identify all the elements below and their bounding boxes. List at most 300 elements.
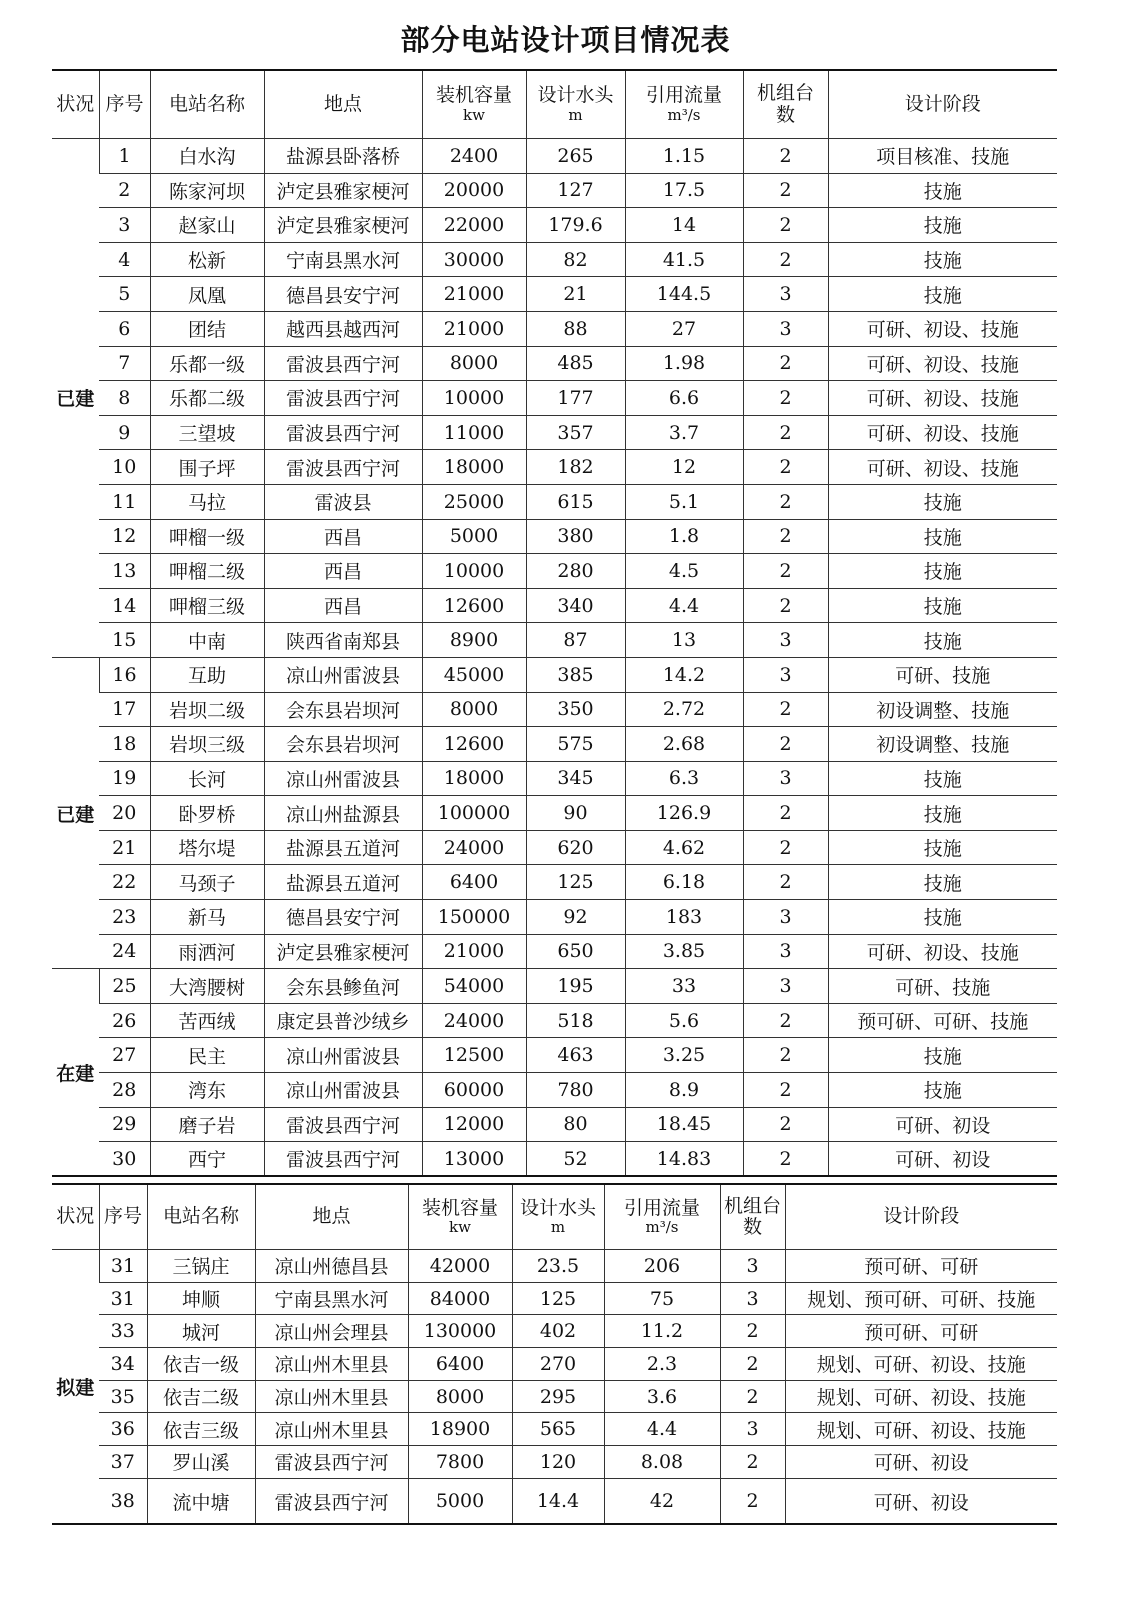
cell-flow: 6.18: [625, 865, 743, 900]
cell-location: 盐源县五道河: [264, 865, 422, 900]
header-capacity: 装机容量 kw: [408, 1184, 512, 1250]
project-table-planned: [52, 1183, 1057, 1525]
cell-station-name: 长河: [150, 761, 264, 796]
table-row: [52, 242, 1057, 277]
table-row: [52, 381, 1057, 416]
cell-station-name: 塔尔堤: [150, 830, 264, 865]
cell-design-head: 350: [526, 692, 625, 727]
cell-station-name: 依吉一级: [147, 1348, 255, 1381]
cell-capacity: 42000: [408, 1250, 512, 1283]
cell-index: 4: [99, 242, 150, 277]
cell-flow: 3.6: [604, 1380, 720, 1413]
cell-location: 盐源县卧落桥: [264, 139, 422, 174]
table-row: [52, 1315, 1057, 1348]
cell-index: 13: [99, 554, 150, 589]
cell-capacity: 100000: [422, 796, 526, 831]
cell-design-head: 270: [512, 1348, 604, 1381]
table-row: [52, 277, 1057, 312]
header-index: 序号: [99, 1184, 147, 1250]
table-row: [52, 623, 1057, 658]
cell-design-head: 127: [526, 173, 625, 208]
cell-flow: 3.25: [625, 1038, 743, 1073]
header-head: 设计水头 m: [512, 1184, 604, 1250]
cell-units: 2: [743, 415, 828, 450]
header-units: 机组台 数: [743, 70, 828, 139]
cell-design-head: 182: [526, 450, 625, 485]
cell-location: 泸定县雅家梗河: [264, 934, 422, 969]
cell-capacity: 24000: [422, 830, 526, 865]
cell-design-stage: 技施: [828, 242, 1057, 277]
cell-design-stage: 可研、技施: [828, 657, 1057, 692]
cell-design-stage: 技施: [828, 554, 1057, 589]
cell-design-head: 463: [526, 1038, 625, 1073]
cell-index: 36: [99, 1413, 147, 1446]
table-row: [52, 796, 1057, 831]
cell-design-stage: 规划、可研、初设、技施: [785, 1380, 1057, 1413]
cell-units: 3: [743, 969, 828, 1004]
cell-design-stage: 技施: [828, 900, 1057, 935]
cell-capacity: 54000: [422, 969, 526, 1004]
cell-station-name: 三锅庄: [147, 1250, 255, 1283]
cell-capacity: 18900: [408, 1413, 512, 1446]
cell-flow: 75: [604, 1282, 720, 1315]
cell-index: 14: [99, 588, 150, 623]
cell-station-name: 中南: [150, 623, 264, 658]
cell-units: 2: [743, 242, 828, 277]
cell-location: 凉山州盐源县: [264, 796, 422, 831]
table-row: [52, 450, 1057, 485]
cell-location: 西昌: [264, 554, 422, 589]
table-row: [52, 969, 1057, 1004]
cell-index: 33: [99, 1315, 147, 1348]
cell-location: 凉山州会理县: [255, 1315, 408, 1348]
cell-units: 3: [743, 900, 828, 935]
cell-units: 3: [720, 1413, 785, 1446]
cell-design-stage: 可研、初设、技施: [828, 415, 1057, 450]
cell-flow: 2.68: [625, 727, 743, 762]
cell-flow: 1.15: [625, 139, 743, 174]
cell-index: 17: [99, 692, 150, 727]
cell-units: 2: [743, 692, 828, 727]
table-row: [52, 588, 1057, 623]
cell-station-name: 卧罗桥: [150, 796, 264, 831]
cell-flow: 42: [604, 1478, 720, 1524]
cell-design-stage: 规划、可研、初设、技施: [785, 1413, 1057, 1446]
cell-location: 康定县普沙绒乡: [264, 1003, 422, 1038]
cell-flow: 18.45: [625, 1107, 743, 1142]
cell-capacity: 12600: [422, 588, 526, 623]
cell-flow: 8.08: [604, 1446, 720, 1479]
cell-flow: 206: [604, 1250, 720, 1283]
table-row: [52, 1478, 1057, 1524]
cell-design-head: 179.6: [526, 208, 625, 243]
cell-capacity: 8000: [408, 1380, 512, 1413]
table-row: [52, 1073, 1057, 1108]
cell-units: 2: [743, 1142, 828, 1177]
cell-index: 19: [99, 761, 150, 796]
cell-index: 30: [99, 1142, 150, 1177]
cell-units: 2: [743, 830, 828, 865]
cell-units: 2: [743, 208, 828, 243]
table-row: [52, 415, 1057, 450]
cell-units: 2: [743, 588, 828, 623]
cell-index: 20: [99, 796, 150, 831]
table-row: [52, 1142, 1057, 1177]
cell-station-name: 罗山溪: [147, 1446, 255, 1479]
cell-capacity: 8900: [422, 623, 526, 658]
cell-index: 7: [99, 346, 150, 381]
cell-flow: 6.3: [625, 761, 743, 796]
cell-location: 越西县越西河: [264, 311, 422, 346]
status-cell: 拟建: [52, 1250, 99, 1525]
cell-design-stage: 可研、初设、技施: [828, 311, 1057, 346]
header-status: 状况: [52, 1184, 99, 1250]
status-cell: 已建: [52, 139, 99, 658]
cell-design-head: 92: [526, 900, 625, 935]
cell-capacity: 60000: [422, 1073, 526, 1108]
cell-design-head: 90: [526, 796, 625, 831]
cell-location: 凉山州木里县: [255, 1380, 408, 1413]
cell-station-name: 三望坡: [150, 415, 264, 450]
cell-design-stage: 技施: [828, 830, 1057, 865]
cell-index: 5: [99, 277, 150, 312]
cell-design-stage: 可研、初设、技施: [828, 934, 1057, 969]
cell-design-stage: 可研、初设、技施: [828, 450, 1057, 485]
cell-flow: 4.5: [625, 554, 743, 589]
cell-design-head: 357: [526, 415, 625, 450]
cell-station-name: 白水沟: [150, 139, 264, 174]
cell-station-name: 马颈子: [150, 865, 264, 900]
cell-units: 3: [743, 311, 828, 346]
cell-design-head: 88: [526, 311, 625, 346]
cell-design-head: 565: [512, 1413, 604, 1446]
cell-design-stage: 技施: [828, 1073, 1057, 1108]
cell-capacity: 12000: [422, 1107, 526, 1142]
cell-capacity: 24000: [422, 1003, 526, 1038]
cell-station-name: 呷榴一级: [150, 519, 264, 554]
table-row: [52, 173, 1057, 208]
cell-station-name: 依吉三级: [147, 1413, 255, 1446]
header-status: 状况: [52, 70, 99, 139]
cell-location: 凉山州木里县: [255, 1348, 408, 1381]
table-row: [52, 1380, 1057, 1413]
cell-station-name: 团结: [150, 311, 264, 346]
cell-design-stage: 可研、初设、技施: [828, 381, 1057, 416]
cell-station-name: 岩坝三级: [150, 727, 264, 762]
cell-index: 27: [99, 1038, 150, 1073]
cell-capacity: 10000: [422, 554, 526, 589]
cell-capacity: 10000: [422, 381, 526, 416]
cell-units: 2: [720, 1446, 785, 1479]
cell-location: 雷波县西宁河: [264, 346, 422, 381]
cell-design-head: 402: [512, 1315, 604, 1348]
cell-location: 雷波县西宁河: [264, 415, 422, 450]
cell-design-head: 615: [526, 484, 625, 519]
cell-design-head: 195: [526, 969, 625, 1004]
cell-units: 3: [743, 761, 828, 796]
cell-units: 2: [743, 484, 828, 519]
cell-units: 3: [743, 623, 828, 658]
cell-location: 凉山州雷波县: [264, 1073, 422, 1108]
cell-location: 泸定县雅家梗河: [264, 173, 422, 208]
cell-station-name: 岩坝二级: [150, 692, 264, 727]
cell-units: 3: [743, 934, 828, 969]
table-row: [52, 519, 1057, 554]
cell-design-stage: 预可研、可研、技施: [828, 1003, 1057, 1038]
cell-flow: 11.2: [604, 1315, 720, 1348]
cell-design-head: 345: [526, 761, 625, 796]
cell-design-stage: 可研、初设: [785, 1446, 1057, 1479]
cell-capacity: 21000: [422, 934, 526, 969]
cell-design-stage: 初设调整、技施: [828, 727, 1057, 762]
cell-design-stage: 技施: [828, 865, 1057, 900]
cell-station-name: 乐都一级: [150, 346, 264, 381]
cell-design-head: 620: [526, 830, 625, 865]
cell-location: 盐源县五道河: [264, 830, 422, 865]
cell-flow: 3.85: [625, 934, 743, 969]
table-row: [52, 761, 1057, 796]
table-row: [52, 346, 1057, 381]
cell-index: 15: [99, 623, 150, 658]
cell-station-name: 苦西绒: [150, 1003, 264, 1038]
cell-design-head: 21: [526, 277, 625, 312]
table-header-row: [52, 70, 1057, 139]
cell-units: 2: [720, 1478, 785, 1524]
table-row: [52, 1107, 1057, 1142]
cell-design-head: 125: [512, 1282, 604, 1315]
cell-units: 2: [743, 450, 828, 485]
cell-units: 2: [743, 519, 828, 554]
cell-flow: 5.6: [625, 1003, 743, 1038]
cell-station-name: 坤顺: [147, 1282, 255, 1315]
table-row: [52, 311, 1057, 346]
cell-capacity: 45000: [422, 657, 526, 692]
header-units: 机组台 数: [720, 1184, 785, 1250]
table-row: [52, 865, 1057, 900]
table-header-row: [52, 1184, 1057, 1250]
header-name: 电站名称: [150, 70, 264, 139]
cell-index: 25: [99, 969, 150, 1004]
cell-location: 凉山州雷波县: [264, 1038, 422, 1073]
cell-index: 12: [99, 519, 150, 554]
cell-station-name: 新马: [150, 900, 264, 935]
cell-units: 2: [743, 1003, 828, 1038]
cell-station-name: 呷榴二级: [150, 554, 264, 589]
cell-design-head: 23.5: [512, 1250, 604, 1283]
cell-station-name: 陈家河坝: [150, 173, 264, 208]
cell-design-head: 80: [526, 1107, 625, 1142]
cell-index: 18: [99, 727, 150, 762]
cell-design-stage: 规划、可研、初设、技施: [785, 1348, 1057, 1381]
cell-index: 8: [99, 381, 150, 416]
cell-flow: 8.9: [625, 1073, 743, 1108]
table-row: [52, 934, 1057, 969]
cell-index: 16: [99, 657, 150, 692]
cell-design-head: 385: [526, 657, 625, 692]
cell-capacity: 8000: [422, 692, 526, 727]
table-row: [52, 139, 1057, 174]
cell-flow: 4.4: [604, 1413, 720, 1446]
cell-location: 雷波县西宁河: [264, 1107, 422, 1142]
cell-design-stage: 预可研、可研: [785, 1250, 1057, 1283]
cell-location: 凉山州雷波县: [264, 657, 422, 692]
cell-units: 2: [743, 796, 828, 831]
cell-station-name: 乐都二级: [150, 381, 264, 416]
cell-design-head: 340: [526, 588, 625, 623]
table-row: [52, 692, 1057, 727]
cell-location: 雷波县西宁河: [264, 450, 422, 485]
header-capacity: 装机容量 kw: [422, 70, 526, 139]
cell-location: 会东县鲹鱼河: [264, 969, 422, 1004]
cell-index: 31: [99, 1282, 147, 1315]
table-row: [52, 554, 1057, 589]
cell-design-stage: 初设调整、技施: [828, 692, 1057, 727]
cell-location: 会东县岩坝河: [264, 692, 422, 727]
cell-station-name: 磨子岩: [150, 1107, 264, 1142]
cell-capacity: 8000: [422, 346, 526, 381]
cell-units: 2: [743, 1107, 828, 1142]
header-flow: 引用流量 m³/s: [604, 1184, 720, 1250]
cell-units: 2: [743, 865, 828, 900]
cell-location: 西昌: [264, 519, 422, 554]
table-row: [52, 1446, 1057, 1479]
cell-flow: 27: [625, 311, 743, 346]
cell-flow: 126.9: [625, 796, 743, 831]
cell-location: 西昌: [264, 588, 422, 623]
cell-flow: 4.4: [625, 588, 743, 623]
cell-flow: 3.7: [625, 415, 743, 450]
cell-design-head: 650: [526, 934, 625, 969]
cell-index: 38: [99, 1478, 147, 1524]
cell-index: 29: [99, 1107, 150, 1142]
header-name: 电站名称: [147, 1184, 255, 1250]
cell-design-head: 485: [526, 346, 625, 381]
cell-units: 2: [743, 139, 828, 174]
table-row: [52, 484, 1057, 519]
cell-location: 会东县岩坝河: [264, 727, 422, 762]
cell-design-head: 120: [512, 1446, 604, 1479]
table-row: [52, 830, 1057, 865]
cell-location: 泸定县雅家梗河: [264, 208, 422, 243]
cell-flow: 41.5: [625, 242, 743, 277]
cell-design-stage: 技施: [828, 173, 1057, 208]
cell-station-name: 呷榴三级: [150, 588, 264, 623]
cell-units: 2: [743, 727, 828, 762]
cell-station-name: 流中塘: [147, 1478, 255, 1524]
header-stage: 设计阶段: [828, 70, 1057, 139]
cell-station-name: 民主: [150, 1038, 264, 1073]
cell-capacity: 150000: [422, 900, 526, 935]
cell-flow: 4.62: [625, 830, 743, 865]
cell-station-name: 城河: [147, 1315, 255, 1348]
cell-flow: 14.2: [625, 657, 743, 692]
cell-design-stage: 技施: [828, 761, 1057, 796]
cell-units: 2: [720, 1315, 785, 1348]
cell-index: 9: [99, 415, 150, 450]
cell-units: 2: [720, 1348, 785, 1381]
cell-location: 宁南县黑水河: [264, 242, 422, 277]
cell-design-stage: 技施: [828, 484, 1057, 519]
cell-design-head: 518: [526, 1003, 625, 1038]
cell-location: 雷波县西宁河: [255, 1446, 408, 1479]
cell-units: 2: [743, 346, 828, 381]
cell-capacity: 21000: [422, 311, 526, 346]
cell-location: 凉山州木里县: [255, 1413, 408, 1446]
cell-index: 6: [99, 311, 150, 346]
cell-flow: 14.83: [625, 1142, 743, 1177]
table-row: [52, 1348, 1057, 1381]
table-row: [52, 1038, 1057, 1073]
cell-station-name: 雨洒河: [150, 934, 264, 969]
cell-design-head: 82: [526, 242, 625, 277]
cell-units: 3: [720, 1282, 785, 1315]
table-row: [52, 1282, 1057, 1315]
cell-design-head: 295: [512, 1380, 604, 1413]
status-cell: 已建: [52, 657, 99, 968]
cell-flow: 12: [625, 450, 743, 485]
cell-units: 3: [743, 657, 828, 692]
cell-location: 雷波县西宁河: [264, 1142, 422, 1177]
table-row: [52, 657, 1057, 692]
cell-flow: 13: [625, 623, 743, 658]
cell-flow: 17.5: [625, 173, 743, 208]
cell-index: 26: [99, 1003, 150, 1038]
cell-flow: 1.98: [625, 346, 743, 381]
cell-capacity: 6400: [422, 865, 526, 900]
table-row: [52, 1413, 1057, 1446]
cell-flow: 6.6: [625, 381, 743, 416]
cell-flow: 14: [625, 208, 743, 243]
cell-station-name: 西宁: [150, 1142, 264, 1177]
cell-capacity: 84000: [408, 1282, 512, 1315]
cell-index: 24: [99, 934, 150, 969]
cell-design-stage: 可研、初设、技施: [828, 346, 1057, 381]
table-row: [52, 1250, 1057, 1283]
cell-capacity: 13000: [422, 1142, 526, 1177]
cell-design-stage: 规划、预可研、可研、技施: [785, 1282, 1057, 1315]
cell-capacity: 6400: [408, 1348, 512, 1381]
cell-design-stage: 项目核准、技施: [828, 139, 1057, 174]
cell-index: 31: [99, 1250, 147, 1283]
cell-units: 2: [743, 381, 828, 416]
cell-capacity: 7800: [408, 1446, 512, 1479]
cell-station-name: 凤凰: [150, 277, 264, 312]
cell-design-stage: 技施: [828, 1038, 1057, 1073]
project-table-main: [52, 69, 1057, 1177]
cell-flow: 183: [625, 900, 743, 935]
cell-station-name: 赵家山: [150, 208, 264, 243]
cell-index: 35: [99, 1380, 147, 1413]
cell-capacity: 12600: [422, 727, 526, 762]
cell-flow: 33: [625, 969, 743, 1004]
page-title: 部分电站设计项目情况表: [400, 23, 731, 57]
cell-design-stage: 技施: [828, 588, 1057, 623]
cell-capacity: 5000: [408, 1478, 512, 1524]
cell-design-stage: 技施: [828, 519, 1057, 554]
cell-design-head: 575: [526, 727, 625, 762]
cell-design-stage: 预可研、可研: [785, 1315, 1057, 1348]
cell-index: 3: [99, 208, 150, 243]
cell-location: 德昌县安宁河: [264, 900, 422, 935]
header-flow: 引用流量 m³/s: [625, 70, 743, 139]
cell-location: 雷波县: [264, 484, 422, 519]
cell-units: 3: [743, 277, 828, 312]
cell-design-stage: 可研、初设: [828, 1107, 1057, 1142]
cell-location: 雷波县西宁河: [255, 1478, 408, 1524]
cell-design-stage: 技施: [828, 796, 1057, 831]
cell-units: 2: [743, 173, 828, 208]
cell-design-stage: 技施: [828, 623, 1057, 658]
